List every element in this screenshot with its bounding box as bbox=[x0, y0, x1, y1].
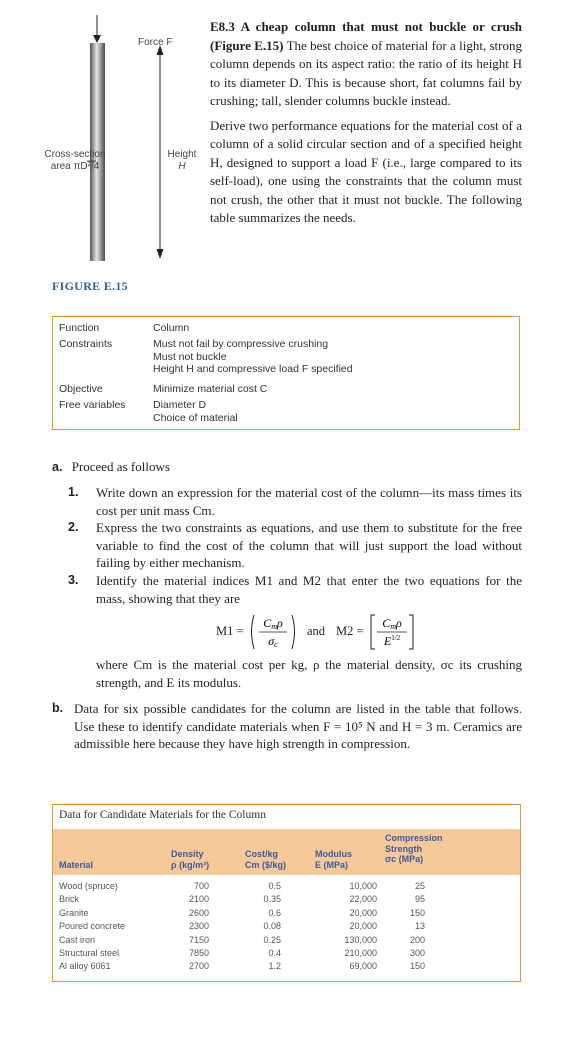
question-b-text: Data for six possible candidates for the column are listed in the table that follows. Use these to identify candidate materials when F = 10⁵ N and H = 3 m. Ceramics are admissible here because they have high strength in compression. bbox=[74, 701, 522, 751]
table-cell-material: Granite bbox=[59, 907, 89, 918]
table-cell-material: Al alloy 6061 bbox=[59, 961, 111, 972]
table-cell-modulus: 20,000 bbox=[349, 921, 377, 932]
table-cell-modulus: 22,000 bbox=[349, 894, 377, 905]
table-cell-material: Structural steel bbox=[59, 948, 120, 958]
eq-m2-fraction bbox=[368, 612, 416, 652]
question-a-item-2 bbox=[68, 519, 522, 572]
svg-text:E1/2: $E^{1/2}$ bbox=[383, 634, 401, 648]
force-arrow bbox=[93, 15, 101, 43]
needs-key: Function bbox=[59, 322, 100, 334]
table-cell-cost: 0.6 bbox=[268, 907, 281, 918]
header-cost: Cost/kg Cm ($/kg) bbox=[245, 849, 287, 870]
table-cell-modulus: 10,000 bbox=[349, 881, 377, 891]
force-label: Force F bbox=[138, 37, 173, 48]
table-cell-density: 700 bbox=[193, 881, 209, 891]
problem-para-1: E8.3 A cheap column that must not buckle or crush (Figure E.15) The best choice of material for a light, strong column depends on its aspect ratio: the ratio of its height H to its diameter D. This is because short, fat columns fail by crushing; tall, slender columns buckle instead. bbox=[210, 19, 523, 108]
table-cell-cost: 0.4 bbox=[268, 948, 281, 958]
table-cell-cost: 0.5 bbox=[268, 881, 281, 891]
needs-key: Free variables bbox=[59, 399, 126, 411]
table-cell-strength: 13 bbox=[414, 921, 425, 932]
problem-para-2: Derive two performance equations for the material cost of a column of a solid circular section and of a specified height H, designed to support a load F (i.e., large compared to its self-load), one using the constraints that the column must not crush, the other that it must not buckle. The following table summarizes the needs. bbox=[210, 117, 522, 225]
question-a-label: a. bbox=[52, 460, 63, 474]
table-cell-cost: 0.35 bbox=[263, 894, 281, 905]
problem-title: E8.3 A cheap column that must not buckle or crush (Figure E.15) bbox=[210, 19, 522, 53]
needs-value: Must not fail by compressive crushing Must not buckle Height H and compressive load F specified bbox=[153, 338, 353, 375]
table-cell-modulus: 69,000 bbox=[349, 961, 377, 972]
question-b bbox=[52, 700, 522, 753]
needs-value: Diameter D Choice of material bbox=[153, 399, 238, 424]
eq-m1-fraction bbox=[248, 612, 298, 652]
needs-key: Constraints bbox=[59, 338, 113, 350]
needs-table bbox=[52, 316, 520, 430]
table-cell-modulus: 20,000 bbox=[349, 907, 377, 918]
table-cell-material: Wood (spruce) bbox=[59, 881, 118, 891]
item-text: Identify the material indices M1 and M2 that enter the two equations for the mass, showing that they are bbox=[96, 573, 522, 606]
question-a bbox=[52, 458, 522, 477]
table-cell-strength: 300 bbox=[409, 948, 425, 958]
table-cell-density: 2300 bbox=[188, 921, 209, 932]
table-cell-strength: 200 bbox=[409, 934, 425, 945]
table-cell-density: 7850 bbox=[188, 948, 209, 958]
table-cell-density: 2700 bbox=[188, 961, 209, 972]
eq-m2-label: M2 = bbox=[336, 624, 364, 638]
item-number: 3. bbox=[68, 573, 79, 587]
column-diagram bbox=[40, 15, 210, 265]
header-modulus: Modulus E (MPa) bbox=[315, 849, 352, 870]
item-text: Express the two constraints as equations, and use them to substitute for the free variable to find the cost of the column that will just support the load without failing by either mechanism. bbox=[96, 520, 522, 570]
table-cell-strength: 25 bbox=[414, 881, 425, 891]
figure-e15 bbox=[40, 15, 210, 293]
table-cell-material: Brick bbox=[59, 894, 79, 905]
table-title: Data for Candidate Materials for the Column bbox=[59, 809, 266, 821]
table-cell-density: 7150 bbox=[188, 934, 209, 945]
needs-key: Objective bbox=[59, 383, 103, 395]
question-a-item-3 bbox=[68, 572, 522, 607]
svg-text:Cmρ: Cmρ bbox=[263, 616, 283, 631]
figure-caption: FIGURE E.15 bbox=[52, 279, 128, 293]
table-cell-cost: 0.08 bbox=[263, 921, 281, 932]
table-cell-strength: 150 bbox=[409, 907, 425, 918]
table-cell-density: 2600 bbox=[188, 907, 209, 918]
eq-and: and bbox=[307, 624, 326, 638]
needs-value: Column bbox=[153, 322, 190, 334]
table-cell-density: 2100 bbox=[188, 894, 209, 905]
header-strength: Compression Strength σc (MPa) bbox=[385, 833, 443, 864]
candidate-materials-table bbox=[52, 804, 521, 982]
table-cell-material: Cast iron bbox=[59, 934, 96, 945]
svg-text:σc: σc bbox=[268, 634, 278, 649]
table-header bbox=[53, 829, 520, 875]
table-cell-cost: 1.2 bbox=[268, 961, 281, 972]
index-equations bbox=[216, 612, 416, 652]
where-text: where Cm is the material cost per kg, ρ the material density, σc its crushing strength, and E its modulus. bbox=[96, 657, 522, 690]
item-text: Write down an expression for the material cost of the column—its mass times its cost per unit mass Cm. bbox=[96, 485, 522, 518]
needs-value: Minimize material cost C bbox=[153, 383, 268, 395]
eq-m1-label: M1 = bbox=[216, 624, 244, 638]
table-cell-modulus: 130,000 bbox=[344, 934, 377, 945]
svg-text:Cmρ: Cmρ bbox=[382, 616, 402, 631]
header-material: Material bbox=[59, 860, 94, 870]
table-cell-strength: 150 bbox=[409, 961, 425, 972]
table-cell-cost: 0.25 bbox=[263, 934, 281, 945]
question-a-text: Proceed as follows bbox=[71, 459, 170, 474]
item-number: 2. bbox=[68, 520, 79, 534]
height-label: Height H bbox=[167, 149, 197, 172]
cross-section-label: Cross-section area πD²/4 bbox=[44, 149, 106, 172]
table-cell-strength: 95 bbox=[414, 894, 425, 905]
question-a-item-1 bbox=[68, 484, 522, 519]
table-cell-modulus: 210,000 bbox=[344, 948, 377, 958]
problem-statement bbox=[210, 18, 522, 234]
question-b-label: b. bbox=[52, 701, 64, 715]
item-number: 1. bbox=[68, 485, 79, 499]
table-cell-material: Poured concrete bbox=[59, 921, 126, 932]
header-density: Density ρ (kg/m³) bbox=[171, 849, 210, 870]
